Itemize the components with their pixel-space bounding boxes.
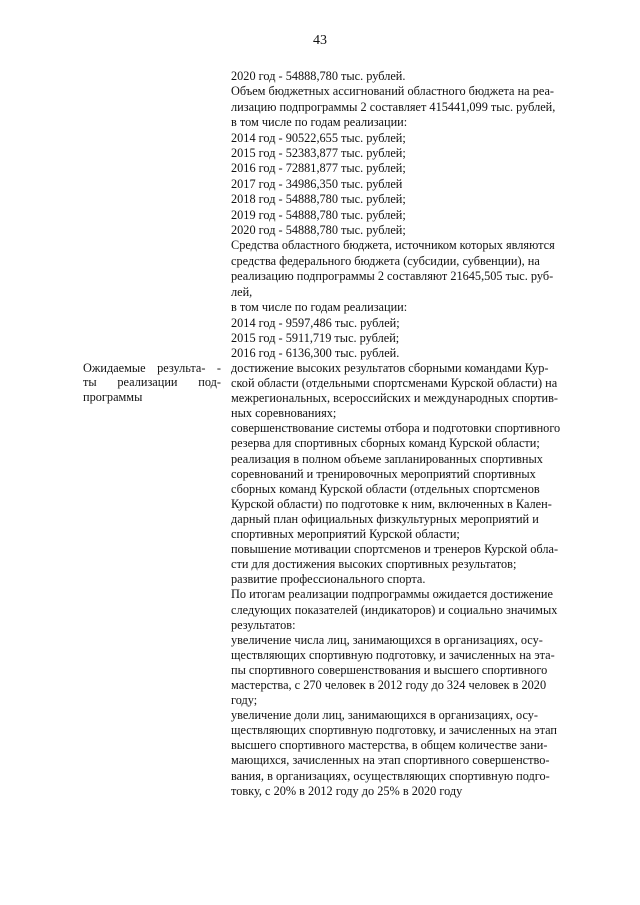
label-line: программы bbox=[83, 389, 143, 404]
text-line: сти для достижения высоких спортивных результатов; bbox=[231, 557, 517, 572]
text-line: соревнований и тренировочных мероприятий спортивных bbox=[231, 466, 536, 481]
text-line: лей, bbox=[231, 284, 253, 299]
text-line: совершенствование системы отбора и подготовки спортивного bbox=[231, 421, 561, 436]
paragraph bbox=[231, 708, 579, 799]
text-line: По итогам реализации подпрограммы ожидается достижение bbox=[231, 587, 553, 602]
text-line: товку, с 20% в 2012 году до 25% в 2020 году bbox=[231, 783, 463, 798]
text-line: межрегиональных, всероссийских и международных спортив- bbox=[231, 391, 558, 406]
text-line: мастерства, с 270 человек в 2012 году до 324 человек в 2020 bbox=[231, 677, 547, 692]
paragraph bbox=[231, 633, 579, 708]
paragraph bbox=[231, 421, 579, 451]
results-text bbox=[231, 361, 579, 799]
text-line: 2016 год - 6136,300 тыс. рублей. bbox=[231, 346, 400, 361]
label-line: ты реализации под- bbox=[83, 375, 221, 390]
text-line: 2019 год - 54888,780 тыс. рублей; bbox=[231, 207, 406, 222]
text-line: высшего спортивного мастерства, в общем количестве зани- bbox=[231, 738, 548, 753]
text-line: 2015 год - 52383,877 тыс. рублей; bbox=[231, 146, 406, 161]
text-line: 2017 год - 34986,350 тыс. рублей bbox=[231, 176, 403, 191]
text-line: 2016 год - 72881,877 тыс. рублей; bbox=[231, 161, 406, 176]
label-line: Ожидаемые результа- - bbox=[83, 361, 221, 375]
paragraph bbox=[231, 587, 579, 632]
text-line: реализация в полном объеме запланированных спортивных bbox=[231, 451, 543, 466]
text-line: Объем бюджетных ассигнований областного бюджета на реа- bbox=[231, 84, 555, 99]
text-line: увеличение числа лиц, занимающихся в организациях, осу- bbox=[231, 632, 543, 647]
text-line: году; bbox=[231, 693, 258, 708]
section-label bbox=[83, 361, 221, 404]
text-line: мающихся, зачисленных на этап спортивного совершенство- bbox=[231, 753, 550, 768]
text-line: достижение высоких результатов сборными командами Кур- bbox=[231, 361, 549, 375]
text-line: Курской области) по подготовке к ним, включенных в Кален- bbox=[231, 496, 552, 511]
text-line: средства федерального бюджета (субсидии, субвенции), на bbox=[231, 253, 540, 268]
text-line: 2015 год - 5911,719 тыс. рублей; bbox=[231, 330, 400, 345]
text-line: 2018 год - 54888,780 тыс. рублей; bbox=[231, 192, 406, 207]
text-line: резерва для спортивных сборных команд Курской области; bbox=[231, 436, 540, 451]
text-line: развитие профессионального спорта. bbox=[231, 572, 426, 587]
text-line: 2020 год - 54888,780 тыс. рублей. bbox=[231, 69, 406, 83]
paragraph bbox=[231, 452, 579, 543]
text-line: сборных команд Курской области (отдельных спортсменов bbox=[231, 481, 540, 496]
text-line: следующих показателей (индикаторов) и социально значимых bbox=[231, 602, 558, 617]
text-line: увеличение доли лиц, занимающихся в организациях, осу- bbox=[231, 708, 538, 723]
text-line: пы спортивного совершенствования и высшего спортивного bbox=[231, 662, 548, 677]
text-line: ществляющих спортивную подготовку, и зачисленных на эта- bbox=[231, 647, 555, 662]
paragraph bbox=[231, 361, 579, 421]
text-line: спортивных мероприятий Курской области; bbox=[231, 527, 460, 542]
text-line: 2014 год - 9597,486 тыс. рублей; bbox=[231, 315, 400, 330]
text-line: Средства областного бюджета, источником которых являются bbox=[231, 238, 555, 253]
text-line: 2014 год - 90522,655 тыс. рублей; bbox=[231, 130, 406, 145]
paragraph bbox=[231, 542, 579, 572]
text-line: 2020 год - 54888,780 тыс. рублей; bbox=[231, 223, 406, 238]
text-line: в том числе по годам реализации: bbox=[231, 300, 408, 315]
text-line: дарный план официальных физкультурных мероприятий и bbox=[231, 511, 539, 526]
text-line: вания, в организациях, осуществляющих спортивную подго- bbox=[231, 768, 550, 783]
text-line: в том числе по годам реализации: bbox=[231, 115, 408, 130]
text-line: ществляющих спортивную подготовку, и зачисленных на этап bbox=[231, 723, 558, 738]
text-line: ской области (отдельными спортсменами Курской области) на bbox=[231, 376, 558, 391]
text-line: ных соревнованиях; bbox=[231, 406, 337, 421]
page-number: 43 bbox=[313, 33, 327, 48]
text-line: реализацию подпрограммы 2 составляют 21645,505 тыс. руб- bbox=[231, 269, 554, 284]
paragraph bbox=[231, 572, 579, 587]
text-line: повышение мотивации спортсменов и тренеров Курской обла- bbox=[231, 542, 559, 557]
funding-text bbox=[231, 69, 579, 362]
text-line: результатов: bbox=[231, 617, 296, 632]
text-line: лизацию подпрограммы 2 составляет 415441,099 тыс. рублей, bbox=[231, 99, 556, 114]
